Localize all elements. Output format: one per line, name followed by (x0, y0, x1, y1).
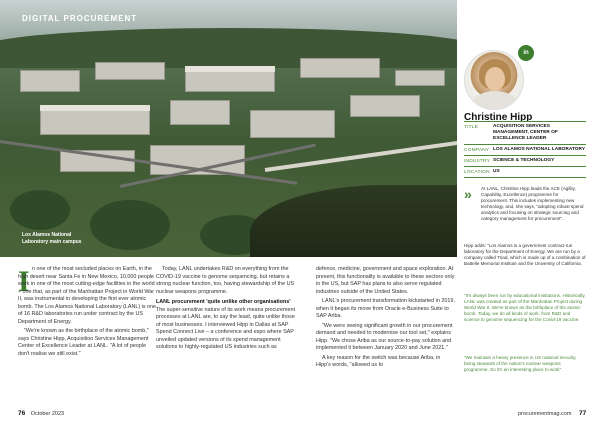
footer-left (18, 410, 64, 417)
profile-paragraph: "It's always been run by educational institutions. Historically, LANL was created as part of the Manhattan Project during World War II. We're known as the birthplace of the atomic bomb. Today, we do all kinds of work, from R&D and science to genome sequencing for the Covid-19 vaccine. (464, 293, 586, 323)
photo-roof (40, 105, 150, 111)
page-number-left: 76 (18, 410, 26, 417)
profile-info-table (464, 121, 586, 178)
portrait-face (485, 67, 505, 91)
profile-value: US (493, 169, 500, 174)
photo-ridge (0, 28, 457, 68)
profile-name: Christine Hipp (464, 112, 533, 123)
article-subheading: LANL procurement 'quite unlike other organisations' (156, 299, 291, 305)
photo-building (170, 100, 230, 125)
article-paragraph: The super-sensitive nature of its work means procurement processes at LANL are, to say the least, quite unlike those of most businesses. I interviewed Hipp in Dallas at SAP Spend Connect Live – a conference and expo where SAP unveiled updated versions of its spend management solutions to highly-regulated US industries such as (156, 306, 296, 350)
issue-date: October 2023 (30, 411, 65, 417)
photo-bridge (265, 140, 457, 172)
profile-paragraph: Hipp adds: "Los Alamos is a government contract-run laboratory for the Department of Energy. We are run by a company called Triad, which is made up of a combination of Battelle Memorial Institute and the University of California. (464, 243, 586, 267)
section-label: DIGITAL PROCUREMENT (22, 14, 138, 23)
profile-row-industry (464, 156, 586, 167)
photo-trees (10, 190, 70, 230)
photo-building (20, 70, 80, 92)
article-paragraph: Today, LANL undertakes R&D on everything from the COVID-19 vaccine to genome sequencing, but retains a strong nuclear function, too, having stewardship of the US nuclear weapons programme. (156, 266, 295, 295)
photo-building (350, 95, 420, 117)
profile-row-location (464, 167, 586, 178)
photo-building (95, 62, 165, 80)
article-column-2 (156, 266, 296, 354)
profile-intro: At LANL, Christine Hipp leads the ACE (Agility, Capability, Excellence) programme for procurement. This includes implementing new technology, and, she says, "adopting robust spend analytics and focusing on strategic sourcing and category management for procurement". (481, 186, 584, 222)
profile-paragraph: "We maintain a heavy presence in US national security, being stewards of the nation's nuclear weapons programme. So it's an interesting place to work". (464, 355, 577, 373)
photo-canyon (250, 185, 457, 257)
article-paragraph: "We're known as the birthplace of the atomic bomb," says Christine Hipp, Acquisition Services Management Center of Excellence Leader at LANL. "A lot of people don't realise we still exist." (18, 328, 149, 357)
article-paragraph: n one of the most secluded places on Earth, in the high desert near Santa Fe in New Mexico, 10,000 people work in one of the most cutting-edge facilities in the world – one that, as part of the Manhattan Project in World War II, was instrumental in developing the first ever atomic bomb. The Los Alamos National Laboratory (LANL) is one of 16 R&D laboratories run under contract by the US Department of Energy. (18, 266, 157, 325)
profile-row-title (464, 121, 586, 145)
photo-trees (90, 200, 170, 250)
article-paragraph: defence, medicine, government and space exploration. At present, this functionality is available to these sectors only in the US, but SAP has plans to also serve regulated industries outside of the United States. (316, 266, 455, 295)
profile-value: LOS ALAMOS NATIONAL LABORATORY (493, 147, 586, 152)
profile-value: SCIENCE & TECHNOLOGY (493, 158, 555, 163)
chevron-right-icon: » (464, 186, 472, 202)
article-paragraph: LANL's procurement transformation kickstarted in 2019, when it began its move from Oracle e-Business Suite to SAP Ariba. (316, 298, 455, 319)
linkedin-icon[interactable]: in (518, 45, 534, 61)
photo-building (300, 58, 380, 78)
footer-right (518, 410, 586, 417)
campus-photo (0, 0, 457, 257)
photo-roof (185, 66, 275, 72)
portrait-shoulders (471, 91, 519, 110)
profile-value: ACQUISITION SERVICES MANAGEMENT, CENTER OF EXCELLENCE LEADER (493, 124, 558, 141)
photo-caption: Los Alamos National Laboratory main campus (22, 232, 82, 245)
profile-portrait (464, 50, 524, 110)
profile-key: LOCATION (464, 170, 490, 175)
article-column-1 (18, 266, 158, 360)
page-number-right: 77 (579, 410, 587, 417)
drop-cap: I (18, 265, 30, 298)
article-paragraph: A key reason for the switch was because Ariba, in Hipp's words, "allowed us to (316, 354, 441, 368)
photo-building (395, 70, 445, 86)
article-paragraph: "We were seeing significant growth in our procurement demand and needed to modernise our tool set," explains Hipp. "We chose Ariba as our source-to-pay solution and implemented it between January 2020 and June 2021." (316, 322, 453, 351)
profile-key: COMPANY (464, 148, 490, 153)
profile-key: TITLE (464, 125, 479, 130)
article-column-3 (316, 266, 456, 372)
site-url[interactable]: procurementmag.com (518, 411, 572, 417)
profile-key: INDUSTRY (464, 159, 491, 164)
photo-building (250, 110, 335, 138)
profile-row-company (464, 145, 586, 156)
